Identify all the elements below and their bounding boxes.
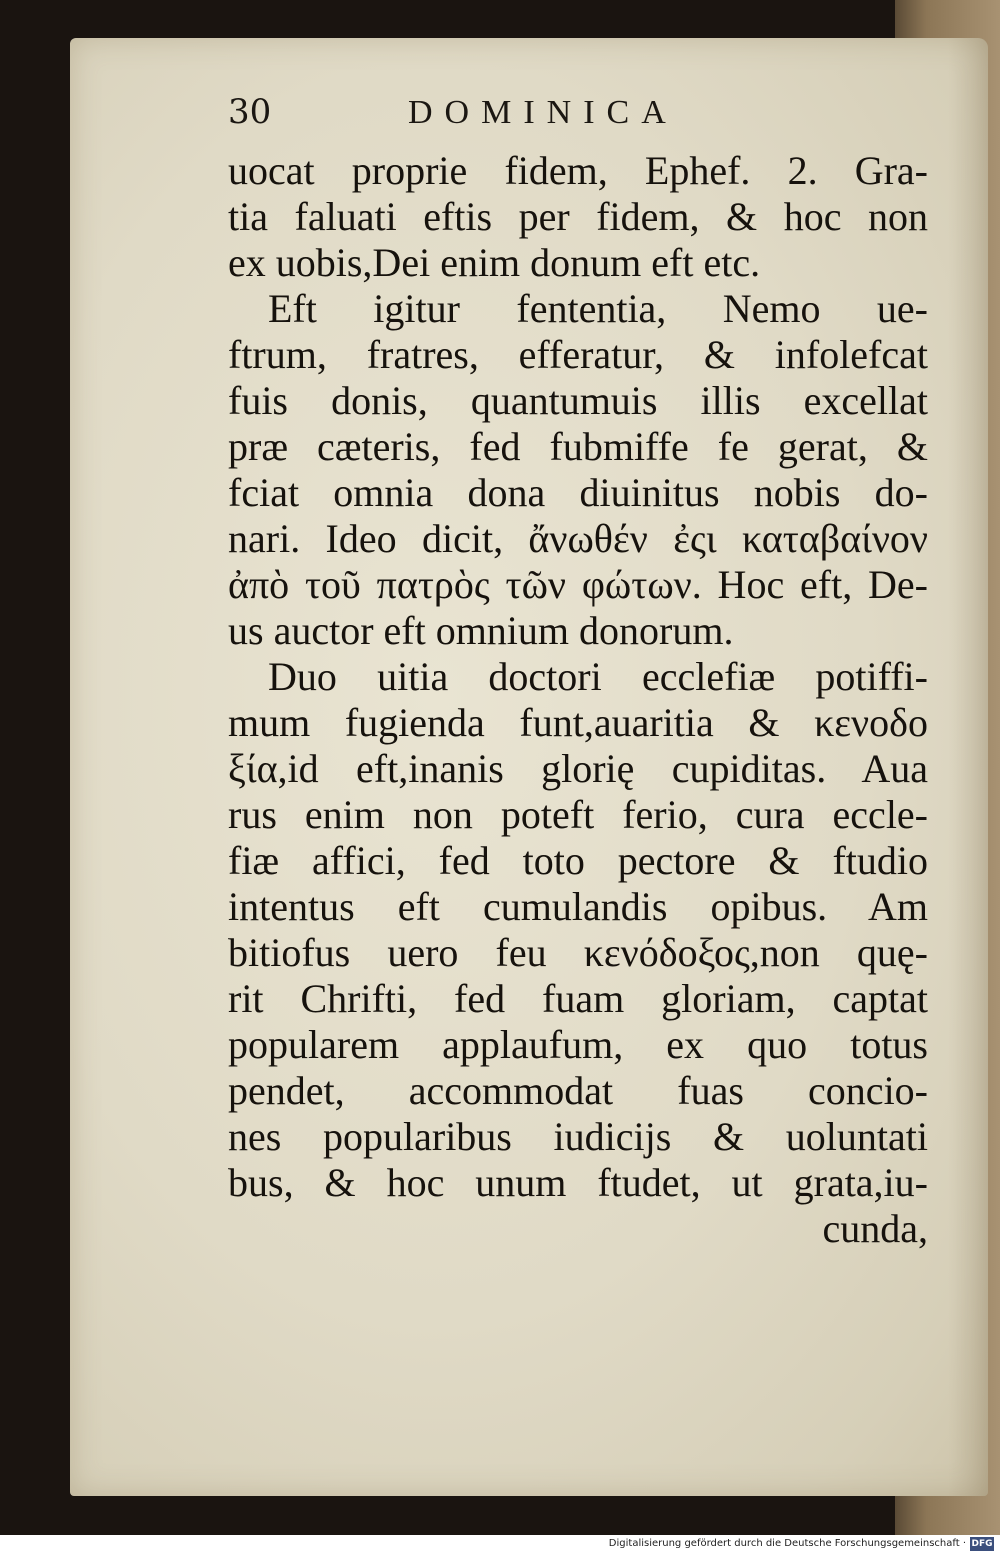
text-line: ftrum, fratres, efferatur, & infolefcat (228, 332, 928, 377)
dfg-logo: DFG (971, 1539, 993, 1549)
main-text (228, 148, 928, 1252)
text-line: intentus eft cumulandis opibus. Am (228, 884, 928, 929)
text-line: ἀπὸ τοῦ πατρὸς τῶν φώτων. Hoc eft, De- (228, 562, 928, 607)
text-line: Duo uitia doctori ecclefiæ potiffi- (268, 654, 928, 699)
text-line: bitiofus uero feu κενόδοξος,non quę- (228, 930, 928, 975)
catchword: cunda, (822, 1206, 928, 1251)
text-line: mum fugienda funt,auaritia & κενοδο (228, 700, 928, 745)
text-line: ξία,id eft,inanis glorię cupiditas. Aua (228, 746, 928, 791)
page-header (228, 92, 928, 142)
text-line: fciat omnia dona diuinitus nobis do- (228, 470, 928, 515)
text-line: rit Chrifti, fed fuam gloriam, captat (228, 976, 928, 1021)
text-line: pendet, accommodat fuas concio- (228, 1068, 928, 1113)
page-shadow (948, 38, 988, 1496)
text-line: us auctor eft omnium donorum. (228, 608, 734, 653)
text-line: fiæ affici, fed toto pectore & ftudio (228, 838, 928, 883)
running-head: DOMINICA (408, 94, 678, 131)
text-line: popularem applaufum, ex quo totus (228, 1022, 928, 1067)
text-line: fuis donis, quantumuis illis excellat (228, 378, 928, 423)
page-number: 30 (228, 92, 272, 132)
text-line: præ cæteris, fed fubmiffe fe gerat, & (228, 424, 928, 469)
text-line: uocat proprie fidem, Ephef. 2. Gra- (228, 148, 928, 193)
text-line: rus enim non poteft ferio, cura eccle- (228, 792, 928, 837)
text-line: tia faluati eftis per fidem, & hoc non (228, 194, 928, 239)
text-line: ex uobis,Dei enim donum eft etc. (228, 240, 761, 285)
funding-credit: Digitalisierung gefördert durch die Deutsche Forschungsgemeinschaft · (608, 1538, 966, 1549)
text-line: bus, & hoc unum ftudet, ut grata,iu- (228, 1160, 928, 1205)
text-line: Eft igitur fententia, Nemo ue- (268, 286, 928, 331)
text-line: nari. Ideo dicit, ἄνωθέν ἐςι καταβαίνον (228, 516, 928, 561)
text-line: nes popularibus iudicijs & uoluntati (228, 1114, 928, 1159)
